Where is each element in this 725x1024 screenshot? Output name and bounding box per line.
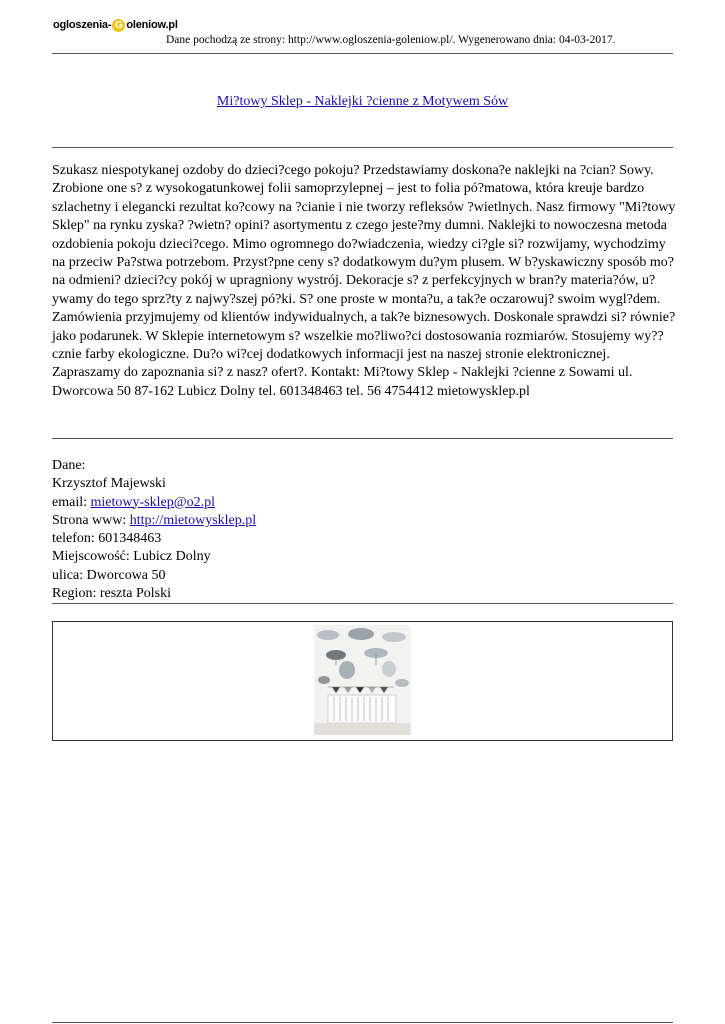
contact-city: Miejscowość: Lubicz Dolny — [52, 549, 211, 565]
description-divider — [52, 438, 673, 439]
website-link[interactable]: http://mietowysklep.pl — [129, 512, 257, 528]
nursery-owl-decal-image — [314, 625, 411, 735]
listing-title-link[interactable]: Mi?towy Sklep - Naklejki ?cienne z Motywem Sów — [216, 94, 509, 109]
contact-divider — [52, 603, 673, 604]
header-divider — [52, 53, 673, 54]
logo-text-end: oleniow.pl — [126, 19, 178, 31]
logo-g-badge: G — [112, 19, 125, 32]
logo-text-start: ogloszenia- — [53, 19, 112, 31]
product-photo[interactable] — [314, 625, 411, 735]
contact-name: Krzysztof Majewski — [52, 476, 166, 492]
www-label: Strona www: — [52, 512, 130, 528]
image-frame — [52, 621, 673, 741]
contact-www-row — [52, 512, 256, 530]
contact-email-row — [52, 494, 256, 512]
source-line: Dane pochodzą ze strony: http://www.ogloszenia-goleniow.pl/. Wygenerowano dnia: 04-03-2017. — [166, 34, 616, 46]
contact-region: Region: reszta Polski — [52, 586, 171, 602]
footer-divider — [52, 1022, 673, 1023]
listing-description: Szukasz niespotykanej ozdoby do dzieci?cego pokoju? Przedstawiamy doskona?e naklejki na ?cian? Sowy. Zrobione one s? z wysokogatunkowej folii samoprzylepnej – jest to folia pó?matowa, która kreuje bardzo szlachetny i elegancki rezultat ko?cowy na ?cianie i nie tworzy refleksów ?wietlnych. Nasz firmowy "Mi?towy Sklep" na rynku zyska? ?wietn? opini? asortymentu z czego jeste?my dumni. Naklejki to nowoczesna metoda ozdobienia pokoju dzieci?cego. Mimo ogromnego do?wiadczenia, wiedzy ci?gle si? rozwijamy, wychodzimy na przeciw Pa?stwa potrzebom. Przyst?pne ceny s? dodatkowym du?ym plusem. W b?yskawiczny sposób mo?na odmieni? dzieci?cy pokój w upragniony wystrój. Dekoracje s? z perfekcyjnych w bran?y materia?ów, u?ywamy do tego sprz?ty z najwy?szej pó?ki. S? one proste w monta?u, a tak?e oczarowuj? swoim wygl?dem. Zamówienia przyjmujemy od klientów indywidualnych, a tak?e biznesowych. Doskonale sprawdzi si? równie? jako podarunek. W Sklepie internetowym s? wszelkie mo?liwo?ci dostosowania rozmiarów. Stosujemy wy??cznie farby ekologiczne. Du?o wi?cej dodatkowych informacji jest na naszej stronie elektronicznej. Zapraszamy do zapoznania si? z nasz? ofert?. Kontakt: Mi?towy Sklep - Naklejki ?cienne z Sowami ul. Dworcowa 50 87-162 Lubicz Dolny tel. 601348463 tel. 56 4754412 mietowysklep.pl — [52, 163, 676, 399]
email-link[interactable]: mietowy-sklep@o2.pl — [90, 494, 215, 510]
title-divider — [52, 147, 673, 148]
site-logo — [53, 14, 178, 36]
contact-heading: Dane: — [52, 458, 86, 473]
email-label: email: — [52, 494, 91, 510]
contact-details — [52, 457, 256, 603]
contact-street: ulica: Dworcowa 50 — [52, 567, 166, 583]
contact-phone: telefon: 601348463 — [52, 531, 162, 547]
